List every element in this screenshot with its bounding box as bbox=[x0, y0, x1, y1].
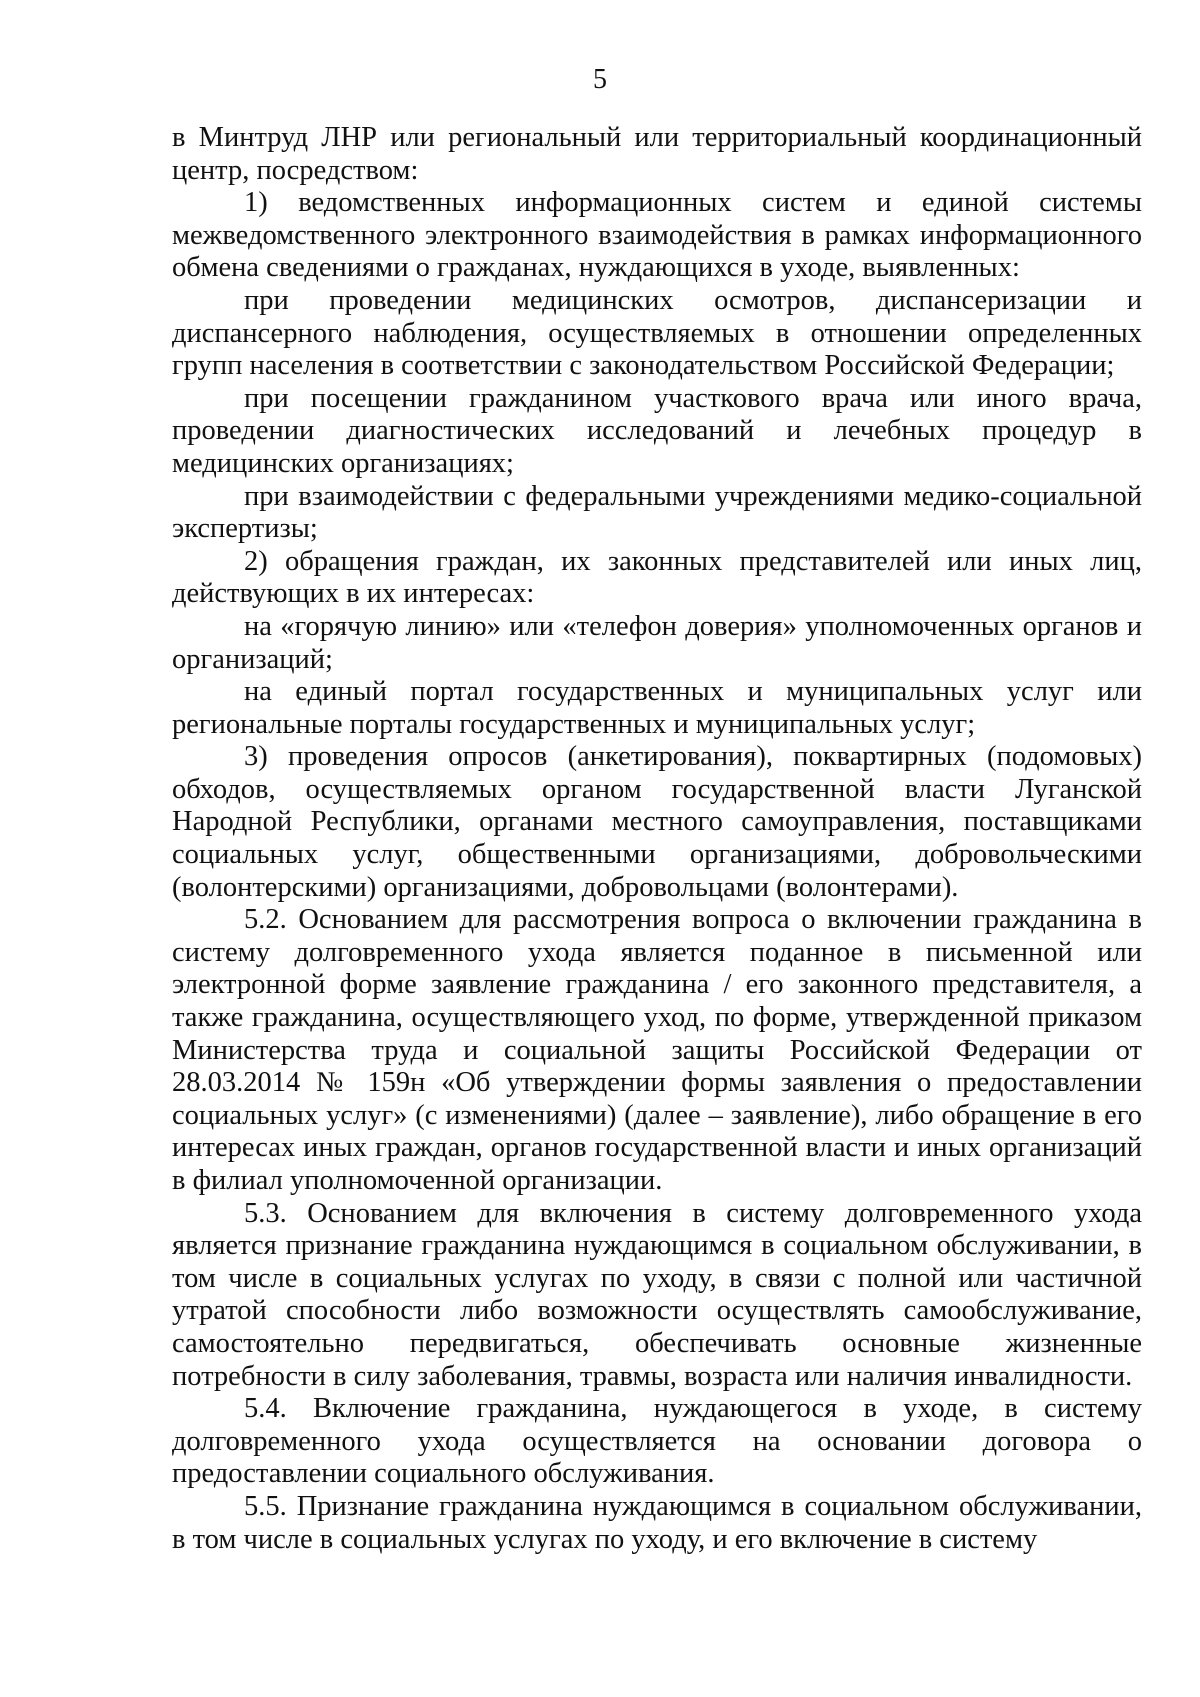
paragraph-hotline: на «горячую линию» или «телефон доверия» уполномоченных органов и организаций; bbox=[172, 610, 1142, 675]
paragraph-intro: в Минтруд ЛНР или региональный или территориальный координационный центр, посредством: bbox=[172, 122, 1142, 186]
paragraph-5-5: 5.5. Признание гражданина нуждающимся в социальном обслуживании, в том числе в социальных услугах по уходу, и его включение в систему bbox=[172, 1490, 1142, 1555]
paragraph-5-3: 5.3. Основанием для включения в систему долговременного ухода является признание гражданина нуждающимся в социальном обслуживании, в том числе в социальных услугах по уходу, в связи с полной или частичной утратой способности либо возможности осуществлять самообслуживание, самостоятельно передвигаться, обеспечивать основные жизненные потребности в силу заболевания, травмы, возраста или наличия инвалидности. bbox=[172, 1197, 1142, 1392]
page-number: 5 bbox=[593, 64, 607, 95]
paragraph-5-4: 5.4. Включение гражданина, нуждающегося в уходе, в систему долговременного ухода осуществляется на основании договора о предоставлении социального обслуживания. bbox=[172, 1393, 1142, 1490]
paragraph-item-2: 2) обращения граждан, их законных представителей или иных лиц, действующих в их интересах: bbox=[172, 545, 1142, 610]
paragraph-5-2: 5.2. Основанием для рассмотрения вопроса о включении гражданина в систему долговременного ухода является поданное в письменной или электронной форме заявление гражданина / его законного представителя, а также гражданина, осуществляющего уход, по форме, утвержденной приказом Министерства труда и социальной защиты Российской Федерации от 28.03.2014 № 159н «Об утверждении формы заявления о предоставлении социальных услуг» (с изменениями) (далее – заявление), либо обращение в его интересах иных граждан, органов государственной власти и иных организаций в филиал уполномоченной организации. bbox=[172, 904, 1142, 1196]
paragraph-item-1: 1) ведомственных информационных систем и единой системы межведомственного электронного взаимодействия в рамках информационного обмена сведениями о гражданах, нуждающихся в уходе, выявленных: bbox=[172, 187, 1142, 284]
paragraph-portal: на единый портал государственных и муниципальных услуг или региональные порталы государственных и муниципальных услуг; bbox=[172, 676, 1142, 740]
paragraph-doctor-visits: при посещении гражданином участкового врача или иного врача, проведении диагностических исследований и лечебных процедур в медицинских организациях; bbox=[172, 382, 1142, 479]
paragraph-medical-exams: при проведении медицинских осмотров, диспансеризации и диспансерного наблюдения, осуществляемых в отношении определенных групп населения в соответствии с законодательством Российской Федерации; bbox=[172, 284, 1142, 382]
paragraph-item-3: 3) проведения опросов (анкетирования), поквартирных (подомовых) обходов, осуществляемых органом государственной власти Луганской Народной Республики, органами местного самоуправления, поставщиками социальных услуг, общественными организациями, добровольческими (волонтерскими) организациями, добровольцами (волонтерами). bbox=[172, 741, 1142, 903]
document-body bbox=[172, 122, 1142, 1556]
paragraph-mse-interaction: при взаимодействии с федеральными учреждениями медико-социальной экспертизы; bbox=[172, 480, 1142, 545]
